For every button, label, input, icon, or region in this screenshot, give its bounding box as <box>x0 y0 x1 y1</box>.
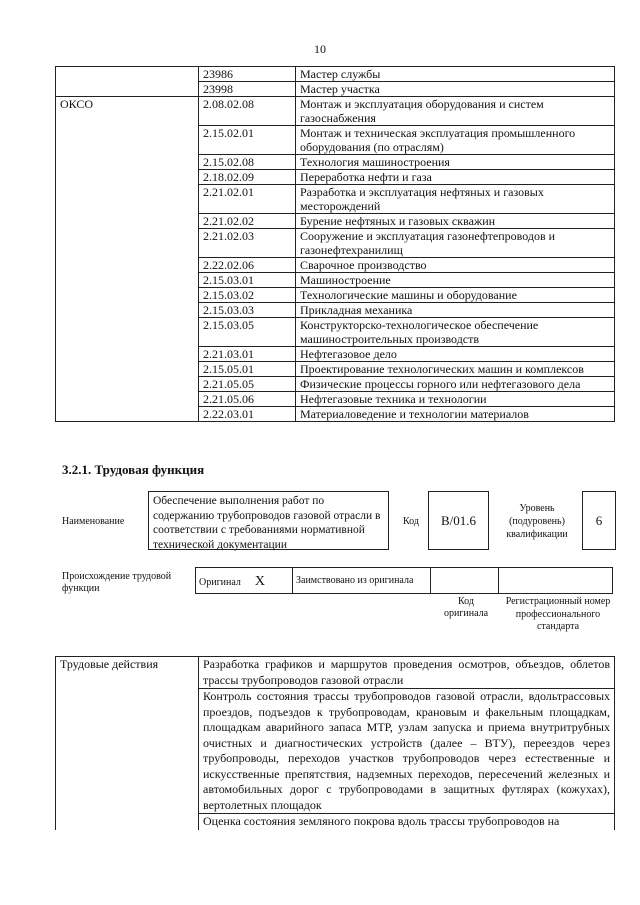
okso-name: Технологические машины и оборудование <box>296 288 615 303</box>
okso-name: Сварочное производство <box>296 258 615 273</box>
function-code-box: B/01.6 <box>428 491 489 550</box>
okso-name: Машиностроение <box>296 273 615 288</box>
code-original-caption: Код оригинала <box>443 596 489 619</box>
okso-name: Конструкторско-технологическое обеспечение машиностроительных производств <box>296 318 615 347</box>
okso-name: Технология машиностроения <box>296 155 615 170</box>
labor-actions-table <box>55 656 615 830</box>
origin-label: Происхождение трудовой функции <box>62 571 172 594</box>
action-item: Контроль состояния трассы трубопроводов газовой отрасли, вдольтрассовых проездов, подъездов к трубопроводам, крановым и факельным площадкам, площадкам аварийного запаса МТР, узлам запуска и приема внутритрубных очистных и диагностических устройств (далее – ВТУ), переездов через трубопроводы, переходов участков трубопроводов через естественные и искусственные препятствия, надземных переходов, пересечений железных и автомобильных дорог с трубопроводами в защитных футлярах (кожухах), вертолетных площадок <box>199 689 615 814</box>
okso-name: Проектирование технологических машин и комплексов <box>296 362 615 377</box>
okso-table <box>55 66 615 422</box>
okso-name: Физические процессы горного или нефтегазового дела <box>296 377 615 392</box>
original-label: Оригинал <box>199 576 241 588</box>
okso-label-cell <box>56 67 199 97</box>
okso-name: Монтаж и эксплуатация оборудования и систем газоснабжения <box>296 97 615 126</box>
okso-code: 2.18.02.09 <box>199 170 296 185</box>
origin-table <box>195 567 613 594</box>
okso-code: 2.21.05.06 <box>199 392 296 407</box>
original-mark: X <box>254 573 266 589</box>
okso-label-cell: ОКСО <box>56 97 199 422</box>
okso-code: 2.21.02.01 <box>199 185 296 214</box>
reg-number-caption: Регистрационный номер профессионального стандарта <box>505 596 611 632</box>
action-item: Оценка состояния земляного покрова вдоль трассы трубопроводов на <box>199 814 615 831</box>
borrowed-label: Заимствовано из оригинала <box>296 575 414 586</box>
okso-name: Прикладная механика <box>296 303 615 318</box>
okso-row <box>56 97 615 126</box>
okso-row <box>56 67 615 82</box>
okso-code: 2.15.03.03 <box>199 303 296 318</box>
code-label: Код <box>403 516 419 527</box>
borrowed-cell <box>293 568 431 594</box>
okso-code: 2.21.02.02 <box>199 214 296 229</box>
okso-code: 2.15.03.05 <box>199 318 296 347</box>
function-name-box: Обеспечение выполнения работ по содержанию трубопроводов газовой отрасли в соответствии с требованиями нормативной технической документации <box>148 491 389 550</box>
okso-name: Мастер участка <box>296 82 615 97</box>
okso-code: 2.08.02.08 <box>199 97 296 126</box>
level-box: 6 <box>582 491 616 550</box>
okso-code: 23998 <box>199 82 296 97</box>
okso-code: 2.21.02.03 <box>199 229 296 258</box>
okso-name: Нефтегазовое дело <box>296 347 615 362</box>
okso-name: Монтаж и техническая эксплуатация промышленного оборудования (по отраслям) <box>296 126 615 155</box>
okso-name: Бурение нефтяных и газовых скважин <box>296 214 615 229</box>
level-label: Уровень (подуровень) квалификации <box>506 503 568 540</box>
okso-code: 2.22.02.06 <box>199 258 296 273</box>
okso-name: Мастер службы <box>296 67 615 82</box>
action-item: Разработка графиков и маршрутов проведения осмотров, объездов, облетов трассы трубопроводов газовой отрасли <box>199 657 615 689</box>
actions-label: Трудовые действия <box>56 657 199 831</box>
okso-code: 23986 <box>199 67 296 82</box>
reg-number-cell <box>499 568 613 594</box>
okso-code: 2.15.05.01 <box>199 362 296 377</box>
okso-code: 2.22.03.01 <box>199 407 296 422</box>
original-cell <box>196 568 293 594</box>
okso-code: 2.21.05.05 <box>199 377 296 392</box>
okso-code: 2.15.02.08 <box>199 155 296 170</box>
okso-name: Переработка нефти и газа <box>296 170 615 185</box>
okso-name: Нефтегазовые техника и технологии <box>296 392 615 407</box>
original-code-cell <box>431 568 499 594</box>
okso-name: Сооружение и эксплуатация газонефтепроводов и газонефтехранилищ <box>296 229 615 258</box>
section-title: 3.2.1. Трудовая функция <box>62 462 205 477</box>
page-number: 10 <box>314 42 326 56</box>
okso-code: 2.15.03.02 <box>199 288 296 303</box>
okso-code: 2.15.03.01 <box>199 273 296 288</box>
okso-name: Разработка и эксплуатация нефтяных и газовых месторождений <box>296 185 615 214</box>
name-label: Наименование <box>62 516 125 527</box>
okso-code: 2.21.03.01 <box>199 347 296 362</box>
okso-name: Материаловедение и технологии материалов <box>296 407 615 422</box>
okso-code: 2.15.02.01 <box>199 126 296 155</box>
